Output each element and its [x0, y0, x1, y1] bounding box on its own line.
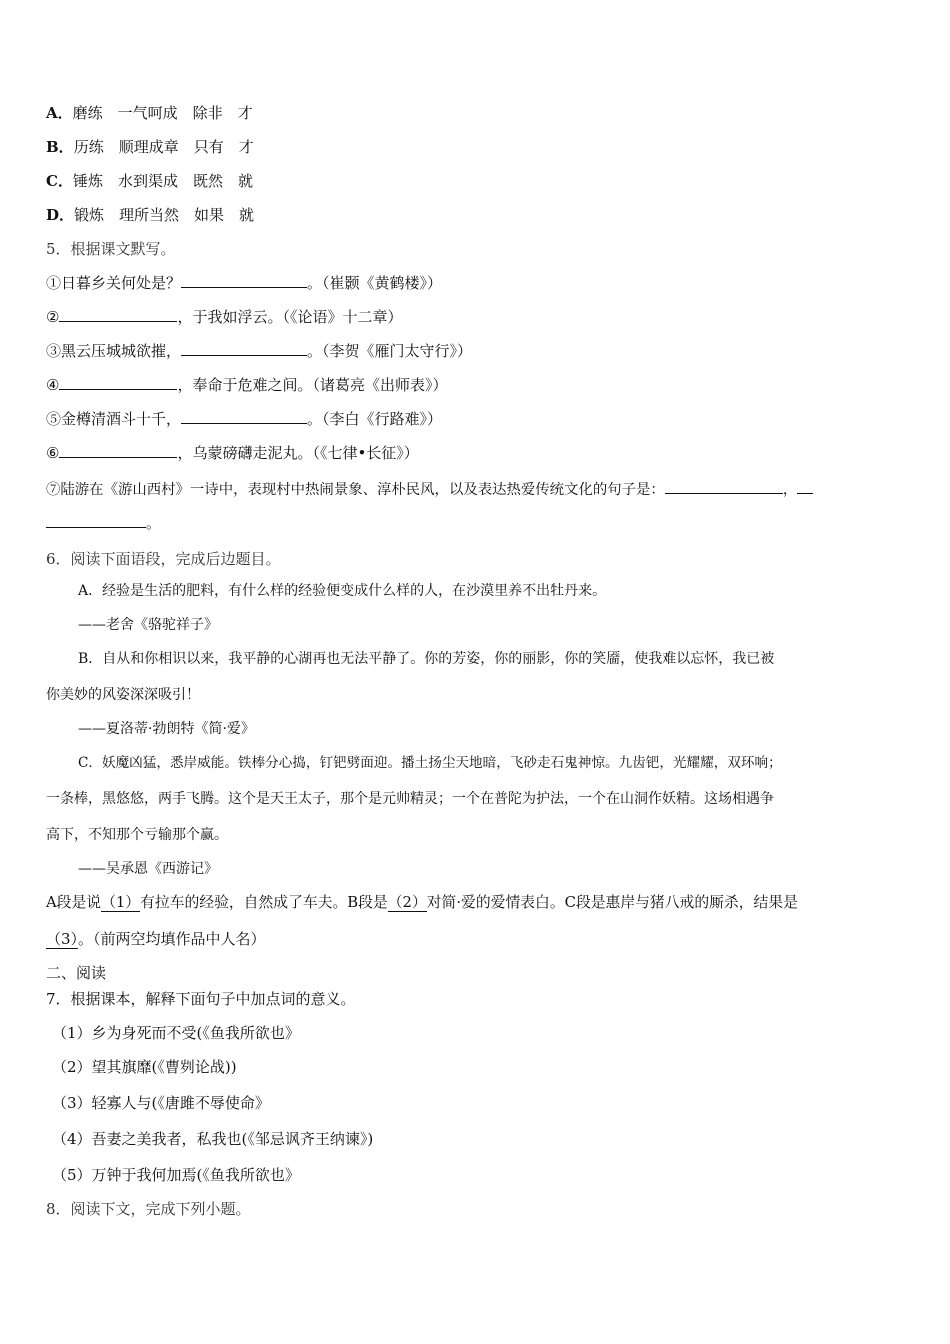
- fill-blank[interactable]: [181, 273, 307, 288]
- option-b: [46, 137, 254, 157]
- q6-passage-c-line3: 高下，不知那个亏输那个赢。: [46, 827, 228, 843]
- q5-item-6: [46, 443, 419, 463]
- q6-answer-line2: [46, 929, 266, 949]
- q5-item-post: 。（李贺《雁门太守行》）: [307, 342, 473, 360]
- q6-title: 6．阅读下面语段，完成后边题目。: [46, 550, 281, 568]
- option-text: 历练 顺理成章 只有 才: [73, 138, 254, 156]
- q5-item-pre: ⑥: [46, 444, 60, 462]
- q6-answer-text: 。（前两空均填作品中人名）: [78, 930, 266, 948]
- q5-item-7-line1: [46, 479, 813, 500]
- q5-item-pre: ②: [46, 308, 60, 326]
- section-heading-reading: 二、阅读: [46, 964, 107, 982]
- q5-item-3: [46, 341, 472, 361]
- option-text: 锻炼 理所当然 如果 就: [74, 206, 255, 224]
- option-text: 锤炼 水到渠成 既然 就: [72, 172, 253, 190]
- q7-item-4: （4）吾妻之美我者，私我也(《邹忌讽齐王纳谏》): [52, 1130, 374, 1148]
- option-label: B．: [46, 138, 74, 156]
- q5-item-post: ，乌蒙磅礴走泥丸。（《七律•长征》）: [177, 444, 419, 462]
- q7-item-1: （1）乡为身死而不受(《鱼我所欲也》: [52, 1024, 300, 1042]
- option-label: A．: [46, 104, 73, 122]
- q5-item-2: [46, 307, 402, 327]
- q6-source-b: ——夏洛蒂·勃朗特《简·爱》: [78, 721, 255, 737]
- q8-title: 8．阅读下文，完成下列小题。: [46, 1200, 251, 1218]
- q7-item-2: （2）望其旗靡(《曹刿论战)): [52, 1058, 237, 1076]
- q7-item-5: （5）万钟于我何加焉(《鱼我所欲也》: [52, 1166, 300, 1184]
- fill-blank[interactable]: [665, 479, 783, 494]
- q5-item7-comma: ，: [782, 482, 798, 498]
- q5-item-post: 。（崔颢《黄鹤楼》）: [307, 274, 443, 292]
- q6-passage-a: A．经验是生活的肥料，有什么样的经验便变成什么样的人，在沙漠里养不出牡丹来。: [78, 583, 607, 599]
- q5-item-5: [46, 409, 442, 429]
- answer-blank-2[interactable]: （2）: [387, 894, 427, 911]
- q5-item-post: ，于我如浮云。（《论语》十二章）: [177, 308, 403, 326]
- option-a: [46, 103, 253, 123]
- q6-answer-text: A段是说: [46, 894, 102, 911]
- fill-blank[interactable]: [181, 341, 307, 356]
- q5-item-4: [46, 375, 447, 395]
- q5-item-pre: ④: [46, 376, 60, 394]
- q5-item-pre: ⑤金樽清酒斗十千，: [46, 410, 182, 428]
- q5-item7-end: 。: [146, 514, 162, 532]
- q5-item-7-line2: [46, 513, 161, 533]
- q7-title: 7．根据课本，解释下面句子中加点词的意义。: [46, 990, 356, 1008]
- q6-source-a: ——老舍《骆驼祥子》: [78, 617, 218, 633]
- q5-item-pre: ③黑云压城城欲摧，: [46, 342, 182, 360]
- q6-passage-b-line1: B．自从和你相识以来，我平静的心湖再也无法平静了。你的芳姿，你的丽影，你的笑靥，使我难以忘怀，我已被: [78, 651, 775, 667]
- option-text: 磨练 一气呵成 除非 才: [72, 104, 253, 122]
- q5-title: 5．根据课文默写。: [46, 240, 176, 258]
- q6-source-c: ——吴承恩《西游记》: [78, 861, 218, 877]
- option-c: [46, 171, 253, 191]
- q6-passage-c-line1: C．妖魔凶猛，悉岸威能。铁棒分心捣，钉钯劈面迎。播土扬尘天地暗，飞砂走石鬼神惊。九齿钯，光耀耀，双环响；: [78, 755, 782, 771]
- fill-blank[interactable]: [59, 307, 177, 322]
- fill-blank[interactable]: [797, 479, 813, 494]
- option-label: D．: [46, 206, 75, 224]
- q5-item-pre: ①日暮乡关何处是？: [46, 274, 182, 292]
- fill-blank[interactable]: [59, 375, 177, 390]
- fill-blank[interactable]: [181, 409, 307, 424]
- fill-blank[interactable]: [59, 443, 177, 458]
- fill-blank[interactable]: [46, 513, 146, 528]
- q5-item-1: [46, 273, 442, 293]
- answer-blank-1[interactable]: （1）: [101, 894, 141, 911]
- q5-item-post: 。（李白《行路难》）: [307, 410, 443, 428]
- option-label: C．: [46, 172, 73, 190]
- q6-passage-c-line2: 一条棒，黑悠悠，两手飞腾。这个是天王太子，那个是元帅精灵；一个在普陀为护法，一个在山洞作妖精。这场相遇争: [46, 791, 774, 807]
- q6-passage-b-line2: 你美妙的风姿深深吸引！: [46, 687, 200, 703]
- q6-answer-text: 有拉车的经验，自然成了车夫。B段是: [140, 894, 388, 911]
- q6-answer-line1: [46, 893, 798, 913]
- answer-blank-3[interactable]: （3）: [46, 930, 79, 948]
- q6-answer-text: 对简·爱的爱情表白。C段是惠岸与猪八戒的厮杀，结果是: [426, 894, 798, 911]
- q7-item-3: （3）轻寡人与(《唐雎不辱使命》: [52, 1094, 270, 1112]
- q5-item7-text: ⑦陆游在《游山西村》一诗中，表现村中热闹景象、淳朴民风，以及表达热爱传统文化的句子是：: [46, 482, 665, 498]
- q5-item-post: ，奉命于危难之间。（诸葛亮《出师表》）: [177, 376, 448, 394]
- option-d: [46, 205, 254, 225]
